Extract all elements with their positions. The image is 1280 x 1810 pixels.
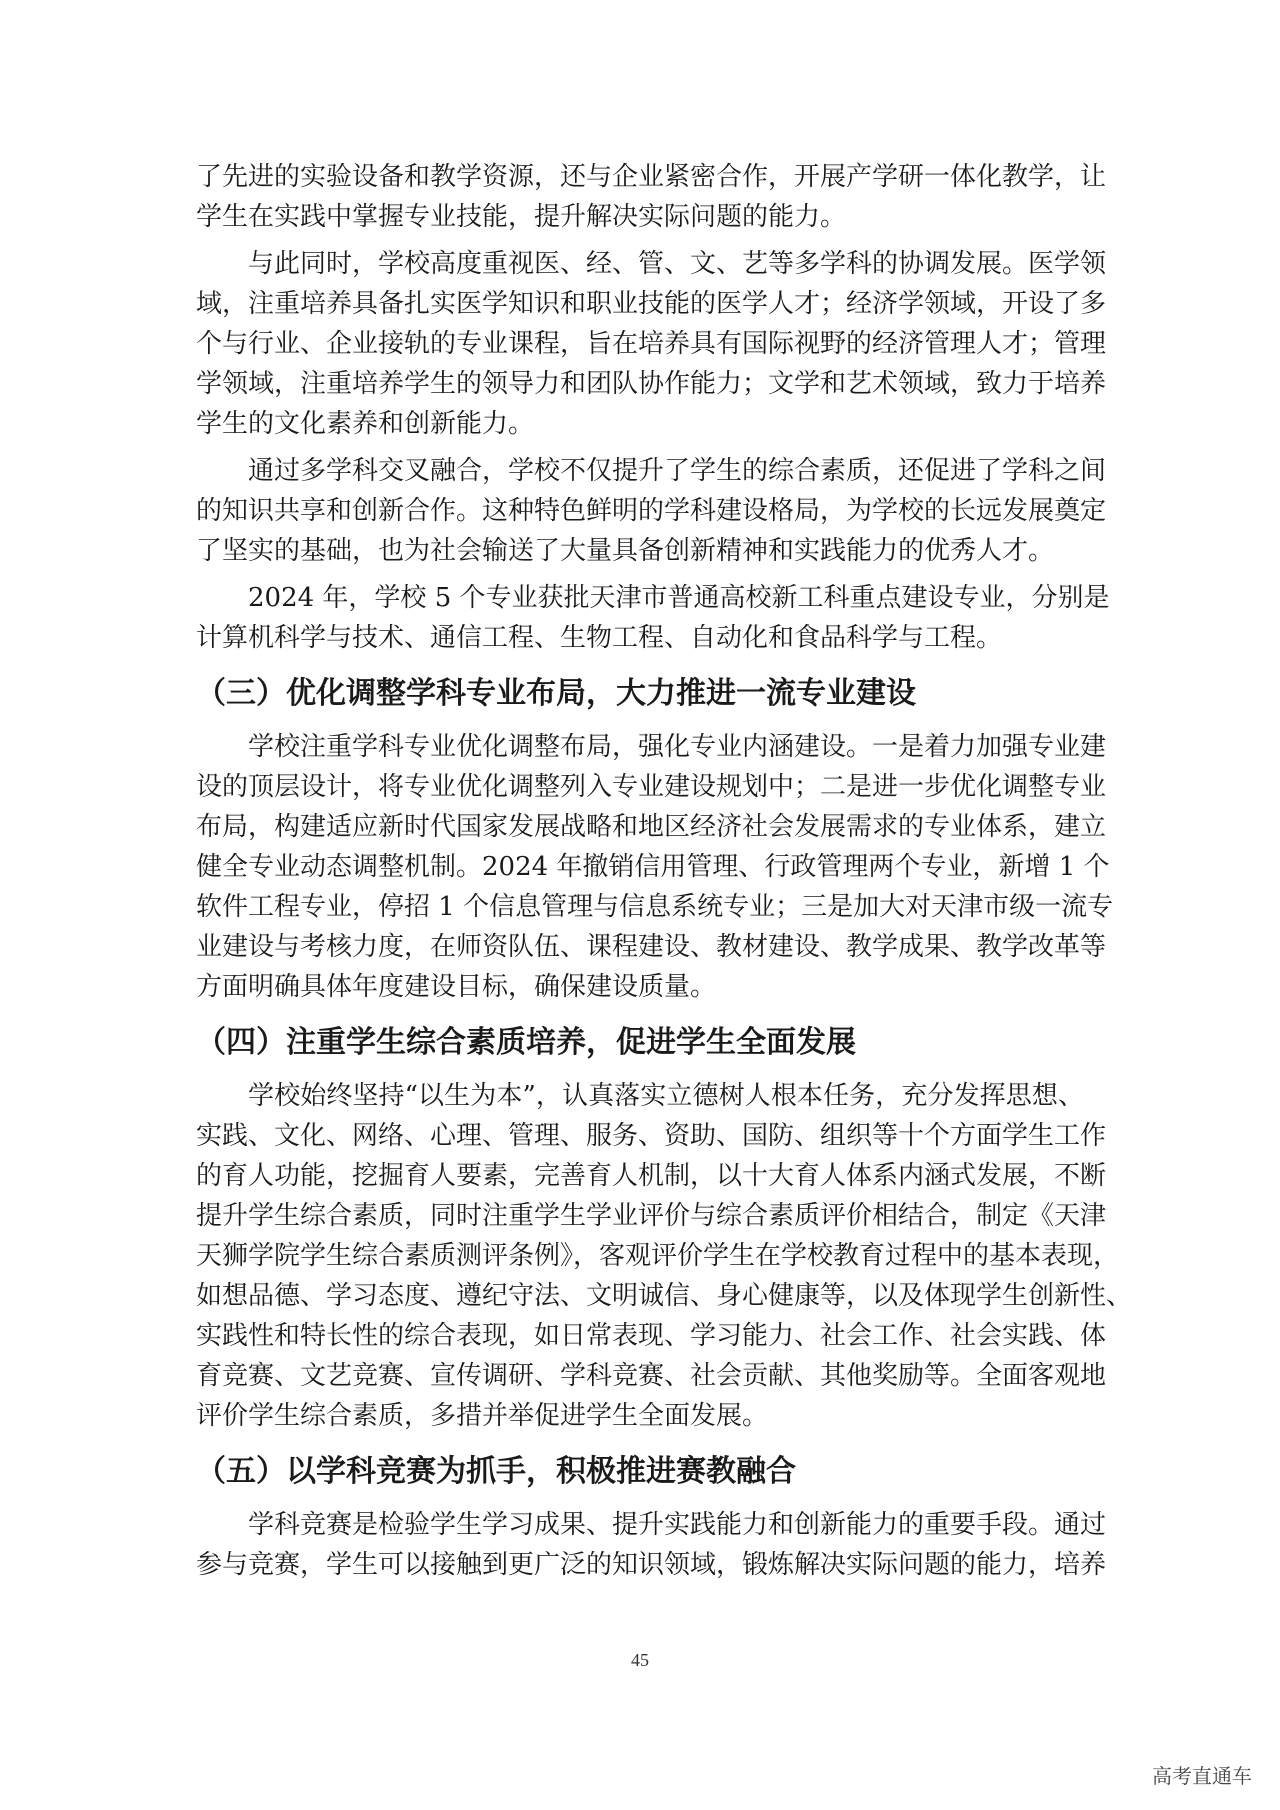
paragraph-line: 学校注重学科专业优化调整布局，强化专业内涵建设。一是着力加强专业建 [248,732,1107,762]
section-3-paragraph [196,727,1114,1007]
section-heading-5: （五）以学科竞赛为抓手，积极推进赛教融合 [196,1454,796,1489]
paragraph-line: 个与行业、企业接轨的专业课程，旨在培养具有国际视野的经济管理人才；管理 [196,329,1107,359]
paragraph-line: 2024 年，学校 5 个专业获批天津市普通高校新工科重点建设专业，分别是 [248,583,1110,613]
paragraph-line: 学科竞赛是检验学生学习成果、提升实践能力和创新能力的重要手段。通过 [248,1510,1107,1540]
paragraph-line: 方面明确具体年度建设目标，确保建设质量。 [196,972,717,1002]
page-content [196,157,1133,1592]
paragraph-line: 实践性和特长性的综合表现，如日常表现、学习能力、社会工作、社会实践、体 [196,1321,1107,1351]
paragraph-line: 计算机科学与技术、通信工程、生物工程、自动化和食品科学与工程。 [196,623,1003,653]
paragraph-line: 设的顶层设计，将专业优化调整列入专业建设规划中；二是进一步优化调整专业 [196,772,1107,802]
paragraph-line: 提升学生综合素质，同时注重学生学业评价与综合素质评价相结合，制定《天津 [196,1201,1107,1231]
paragraph-line: 的育人功能，挖掘育人要素，完善育人机制，以十大育人体系内涵式发展，不断 [196,1161,1107,1191]
watermark-text: 高考直通车 [1152,1764,1252,1788]
paragraph-line: 与此同时，学校高度重视医、经、管、文、艺等多学科的协调发展。医学领 [248,249,1107,279]
paragraph-line: 实践、文化、网络、心理、管理、服务、资助、国防、组织等十个方面学生工作 [196,1121,1107,1151]
paragraph-line: 学生在实践中掌握专业技能，提升解决实际问题的能力。 [196,202,847,232]
paragraph-line: 通过多学科交叉融合，学校不仅提升了学生的综合素质，还促进了学科之间 [248,456,1107,486]
paragraph-line: 天狮学院学生综合素质测评条例》，客观评价学生在学校教育过程中的基本表现， [196,1241,1120,1271]
paragraph-line: 评价学生综合素质，多措并举促进学生全面发展。 [196,1401,769,1431]
paragraph-line: 参与竞赛，学生可以接触到更广泛的知识领域，锻炼解决实际问题的能力，培养 [196,1550,1107,1580]
paragraph-line: 域，注重培养具备扎实医学知识和职业技能的医学人才；经济学领域，开设了多 [196,289,1107,319]
paragraph-line: 软件工程专业，停招 1 个信息管理与信息系统专业；三是加大对天津市级一流专 [196,892,1114,922]
section-5-paragraph [196,1505,1107,1585]
paragraph-line: 学校始终坚持“以生为本”，认真落实立德树人根本任务，充分发挥思想、 [248,1081,1084,1111]
section-4-paragraph [196,1076,1133,1436]
paragraph-line: 学生的文化素养和创新能力。 [196,409,535,439]
paragraph-line: 的知识共享和创新合作。这种特色鲜明的学科建设格局，为学校的长远发展奠定 [196,496,1107,526]
paragraph-line: 健全专业动态调整机制。2024 年撤销信用管理、行政管理两个专业，新增 1 个 [196,852,1110,882]
paragraph-2024 [196,578,1110,658]
paragraph-line: 了先进的实验设备和教学资源，还与企业紧密合作，开展产学研一体化教学，让 [196,162,1107,192]
section-heading-3: （三）优化调整学科专业布局，大力推进一流专业建设 [196,676,916,711]
paragraph-line: 布局，构建适应新时代国家发展战略和地区经济社会发展需求的专业体系，建立 [196,812,1107,842]
paragraph-line: 如想品德、学习态度、遵纪守法、文明诚信、身心健康等，以及体现学生创新性、 [196,1281,1133,1311]
page-number: 45 [631,1650,649,1670]
paragraph-line: 业建设与考核力度，在师资队伍、课程建设、教材建设、教学成果、教学改革等 [196,932,1107,962]
paragraph-line: 了坚实的基础，也为社会输送了大量具备创新精神和实践能力的优秀人才。 [196,536,1055,566]
paragraph-line: 育竞赛、文艺竞赛、宣传调研、学科竞赛、社会贡献、其他奖励等。全面客观地 [196,1361,1107,1391]
intro-paragraph [196,157,1107,237]
integration-paragraph [196,451,1107,571]
section-heading-4: （四）注重学生综合素质培养，促进学生全面发展 [196,1025,856,1060]
multidiscipline-paragraph [196,244,1107,444]
paragraph-line: 学领域，注重培养学生的领导力和团队协作能力；文学和艺术领域，致力于培养 [196,369,1107,399]
